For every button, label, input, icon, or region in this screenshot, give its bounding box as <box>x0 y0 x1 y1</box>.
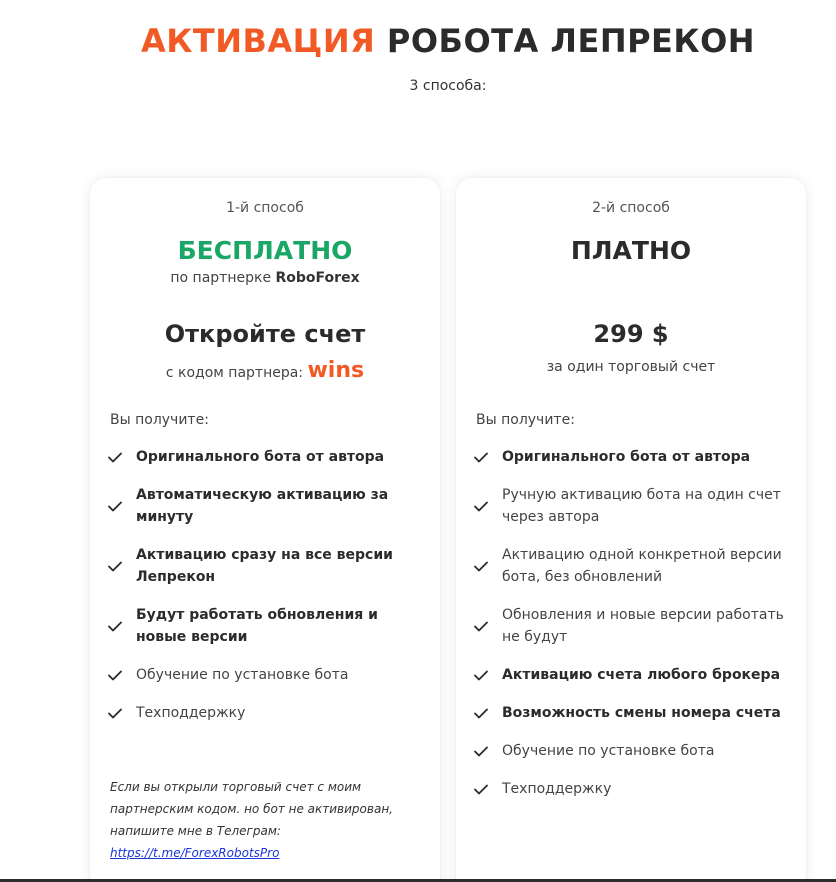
feature-item <box>108 544 426 588</box>
feature-item <box>474 604 792 648</box>
checkmark-icon <box>108 621 126 632</box>
feature-text: Активацию сразу на все версии Лепрекон <box>136 547 393 585</box>
feature-item <box>474 544 792 588</box>
feature-text: Техподдержку <box>136 705 246 721</box>
price: 299 $ <box>593 320 669 348</box>
checkmark-icon <box>474 708 492 719</box>
feature-text: Автоматическую активацию за минуту <box>136 487 389 525</box>
feature-item <box>108 702 426 724</box>
footnote <box>110 776 420 864</box>
footnote-text: Если вы открыли торговый счет с моим партнерским кодом. но бот не активирован, напишите мне в Телеграм: <box>110 780 393 838</box>
price-note: за один торговый счет <box>546 359 716 375</box>
feature-item <box>474 484 792 528</box>
card-label: 2-й способ <box>592 200 670 216</box>
card-heading-paid: ПЛАТНО <box>570 236 692 265</box>
open-account-heading: Откройте счет <box>164 320 366 348</box>
feature-item <box>474 702 792 724</box>
feature-item <box>474 664 792 686</box>
feature-item <box>108 604 426 648</box>
checkmark-icon <box>474 746 492 757</box>
feature-list <box>108 446 426 740</box>
card-label: 1-й способ <box>226 200 304 216</box>
page-title <box>0 22 836 60</box>
checkmark-icon <box>474 784 492 795</box>
checkmark-icon <box>108 708 126 719</box>
feature-text: Будут работать обновления и новые версии <box>136 607 378 645</box>
card-heading-free: БЕСПЛАТНО <box>177 236 353 265</box>
feature-list <box>474 446 792 816</box>
feature-text: Возможность смены номера счета <box>502 705 781 721</box>
checkmark-icon <box>474 452 492 463</box>
checkmark-icon <box>108 670 126 681</box>
feature-item <box>108 484 426 528</box>
subtitle: 3 способа: <box>409 78 487 94</box>
feature-item <box>108 446 426 468</box>
feature-text: Ручную активацию бота на один счет через автора <box>502 487 781 525</box>
feature-text: Активацию одной конкретной версии бота, без обновлений <box>502 547 782 585</box>
checkmark-icon <box>474 621 492 632</box>
feature-text: Оригинального бота от автора <box>136 449 385 465</box>
title-rest: РОБОТА ЛЕПРЕКОН <box>386 22 756 60</box>
get-label: Вы получите: <box>110 412 209 428</box>
telegram-link[interactable]: https://t.me/ForexRobotsPro <box>110 846 280 860</box>
feature-text: Техподдержку <box>502 781 612 797</box>
checkmark-icon <box>108 452 126 463</box>
partner-note <box>90 270 440 286</box>
feature-text: Обучение по установке бота <box>136 667 349 683</box>
get-label: Вы получите: <box>476 412 575 428</box>
feature-text: Активацию счета любого брокера <box>502 667 781 683</box>
feature-item <box>474 740 792 762</box>
feature-item <box>474 778 792 800</box>
feature-text: Обновления и новые версии работать не будут <box>502 607 784 645</box>
checkmark-icon <box>108 561 126 572</box>
partner-brand: RoboForex <box>275 270 360 286</box>
feature-item <box>474 446 792 468</box>
title-accent: АКТИВАЦИЯ <box>140 22 376 60</box>
checkmark-icon <box>474 670 492 681</box>
feature-text: Обучение по установке бота <box>502 743 715 759</box>
partner-code-prefix: с кодом партнера: <box>165 365 304 381</box>
partner-code: wins <box>307 358 365 383</box>
partner-note-prefix: по партнерке <box>170 270 272 286</box>
free-method-card <box>90 178 440 882</box>
checkmark-icon <box>474 501 492 512</box>
feature-item <box>108 664 426 686</box>
paid-method-card <box>456 178 806 882</box>
checkmark-icon <box>108 501 126 512</box>
checkmark-icon <box>474 561 492 572</box>
partner-code-line <box>90 358 440 383</box>
feature-text: Оригинального бота от автора <box>502 449 751 465</box>
